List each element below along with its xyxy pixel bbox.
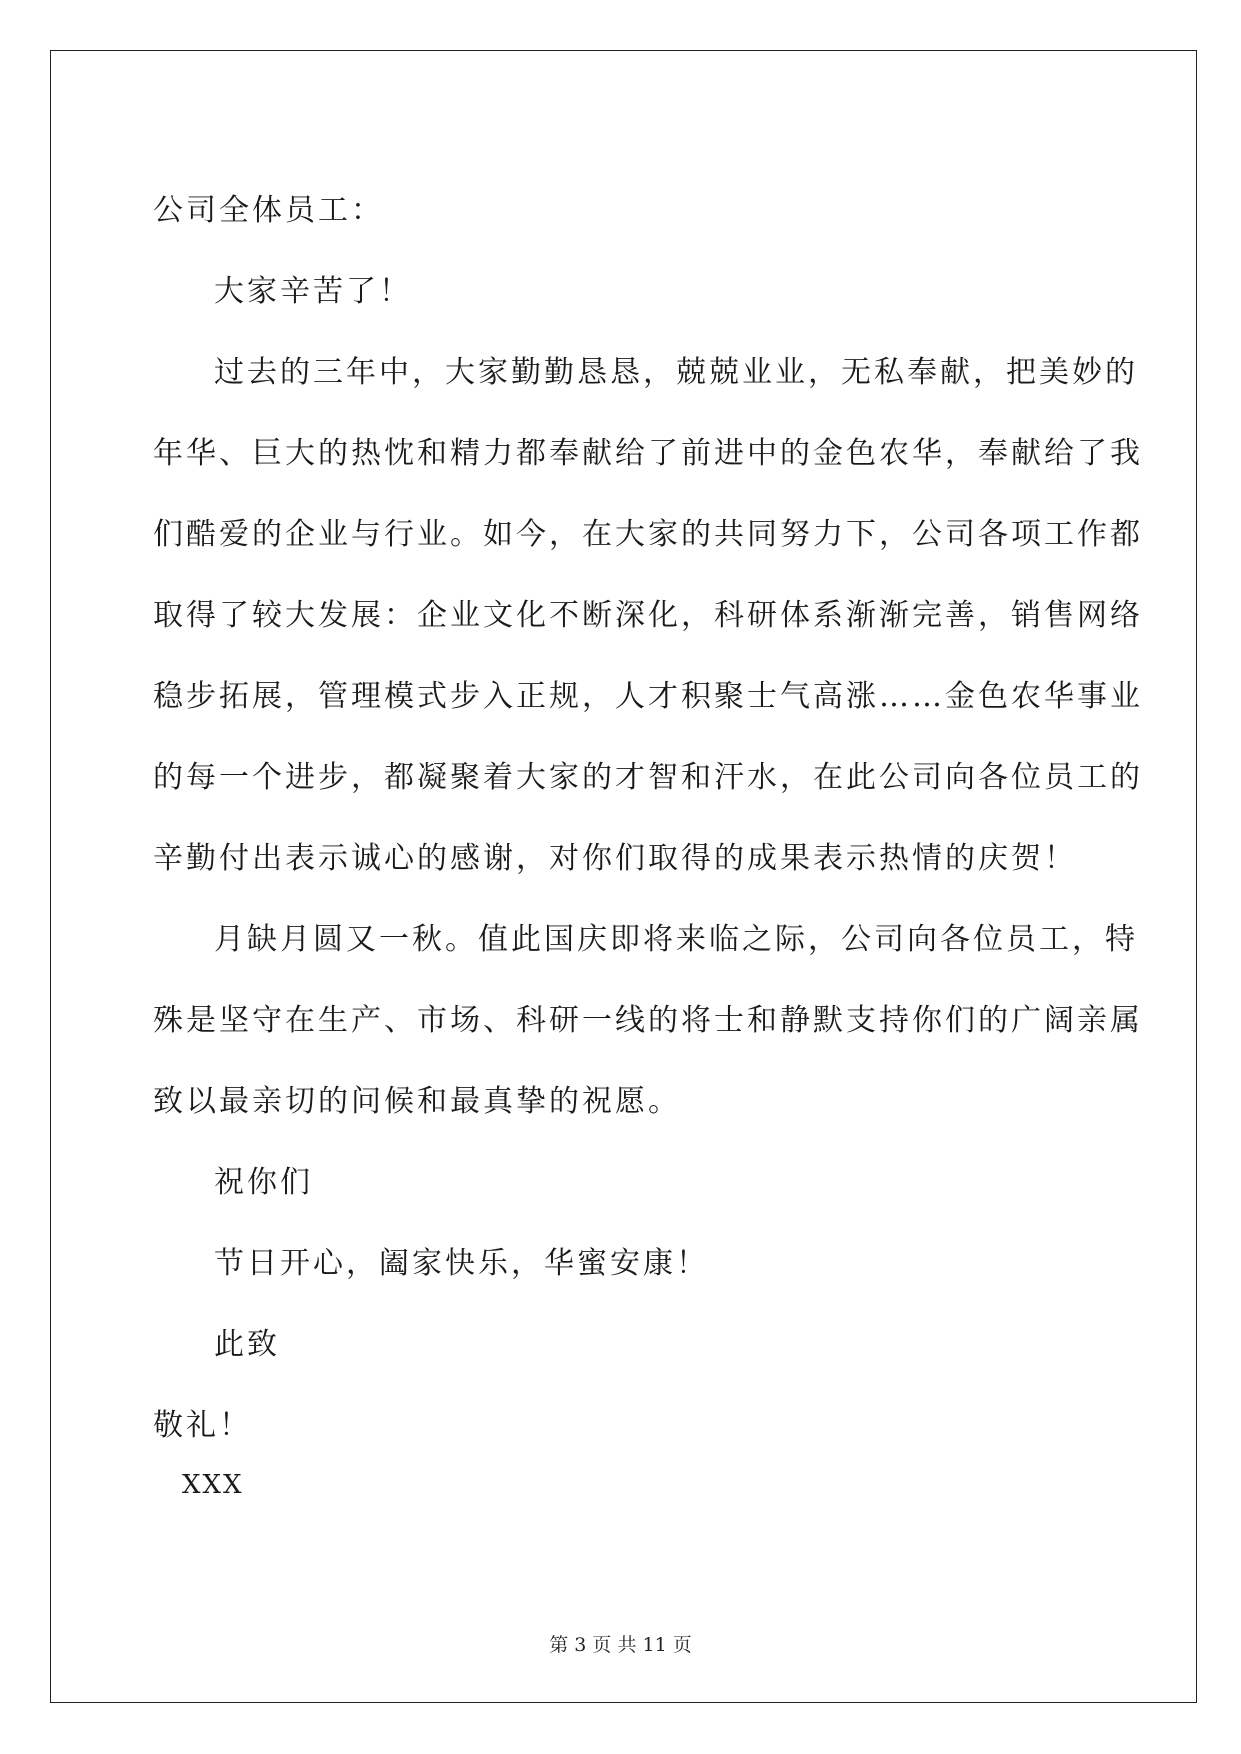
closing: 此致 (214, 1327, 280, 1362)
paragraph-line: 的每一个进步，都凝聚着大家的才智和汗水，在此公司向各位员工的 (153, 760, 1143, 795)
paragraph-2 (153, 899, 1143, 1142)
greeting: 大家辛苦了！ (214, 274, 412, 309)
paragraph-line: 们酷爱的企业与行业。如今，在大家的共同努力下，公司各项工作都 (153, 517, 1143, 552)
paragraph-line: 过去的三年中，大家勤勤恳恳，兢兢业业，无私奉献，把美妙的 (214, 355, 1138, 390)
wish-text: 节日开心，阖家快乐，华蜜安康！ (214, 1246, 709, 1281)
paragraph-line: 月缺月圆又一秋。值此国庆即将来临之际，公司向各位员工，特 (214, 922, 1138, 957)
paragraph-line: 致以最亲切的问候和最真挚的祝愿。 (153, 1084, 681, 1119)
paragraph-line: 稳步拓展，管理模式步入正规，人才积聚士气高涨……金色农华事业 (153, 679, 1143, 714)
letter-body (153, 170, 1143, 1466)
signature: XXX (182, 1470, 244, 1500)
paragraph-line: 年华、巨大的热忱和精力都奉献给了前进中的金色农华，奉献给了我 (153, 436, 1143, 471)
page-number-footer: 第 3 页 共 11 页 (549, 1634, 692, 1656)
wish-intro: 祝你们 (214, 1165, 313, 1200)
salutation: 公司全体员工： (153, 193, 384, 228)
paragraph-line: 取得了较大发展：企业文化不断深化，科研体系渐渐完善，销售网络 (153, 598, 1143, 633)
regards: 敬礼！ (153, 1408, 252, 1443)
paragraph-line: 辛勤付出表示诚心的感谢，对你们取得的成果表示热情的庆贺！ (153, 841, 1077, 876)
paragraph-1 (153, 332, 1143, 899)
paragraph-line: 殊是坚守在生产、市场、科研一线的将士和静默支持你们的广阔亲属 (153, 1003, 1143, 1038)
